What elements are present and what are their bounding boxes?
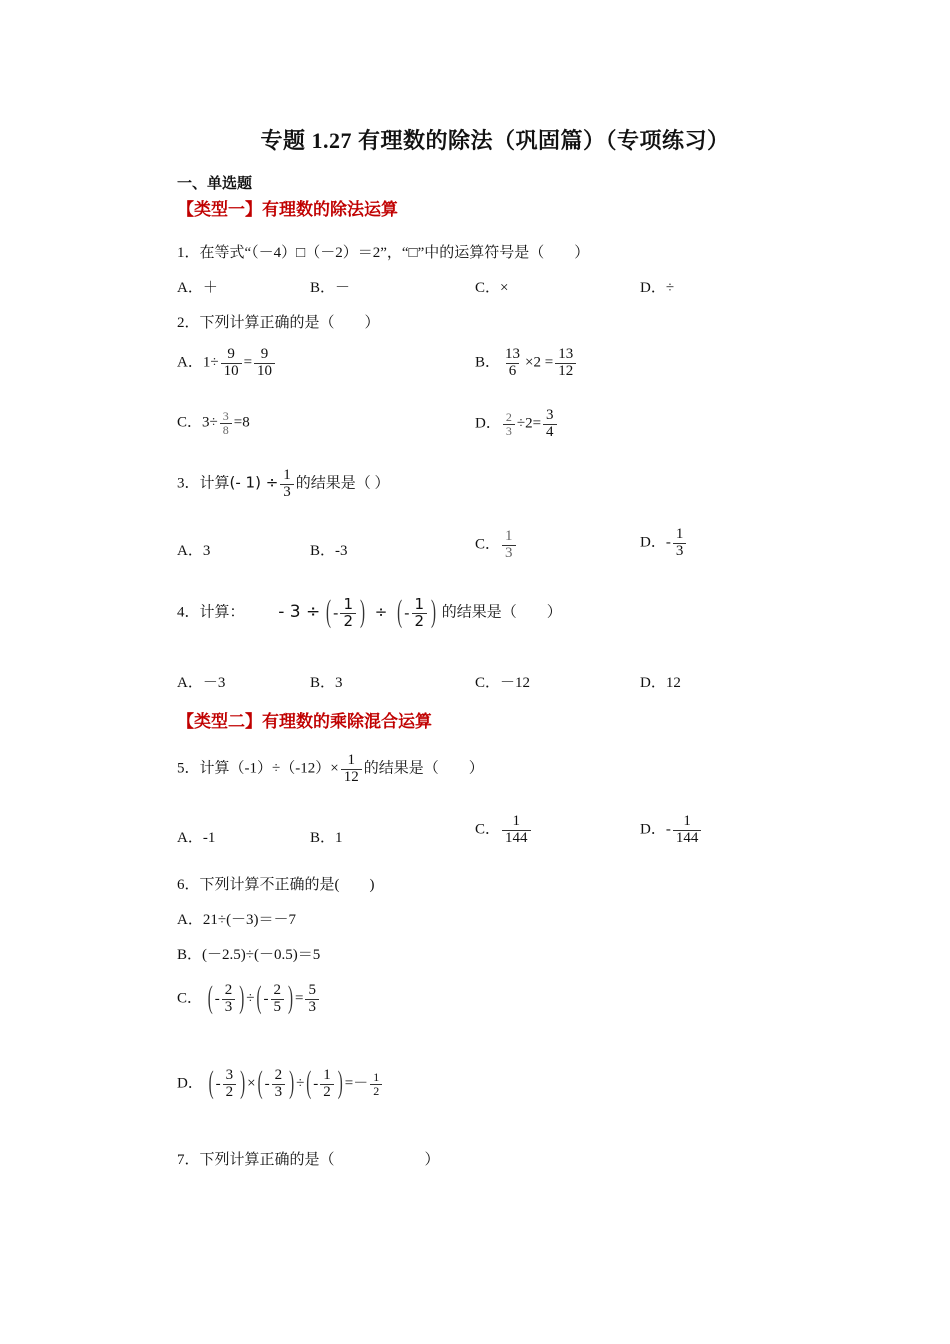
q2-option-b: B． $\frac{13}{6}$ ×2 = $\frac{13}{12}$ [475,347,578,380]
question-7-text: 7．下列计算正确的是（ ） [177,1152,440,1168]
question-5-text: 5．计算（-1）÷（-12）× $\frac{1}{12}$ 的结果是（ ） [177,752,484,785]
q2-option-a: A．1÷ $\frac{9}{10}$ = $\frac{9}{10}$ [177,347,277,380]
q1-option-b: B．－ [310,280,351,296]
q6-option-a: A．21÷(－3)＝－7 [177,912,297,928]
q2-option-d: D． $\frac{2}{3}$ ÷2= $\frac{3}{4}$ [475,408,559,441]
q1-option-d: D．÷ [640,280,675,296]
type-heading-2: 【类型二】有理数的乘除混合运算 [177,712,432,731]
question-4-text: 4．计算： - 3 ÷ ( - $\frac{1}{2}$ ) ÷ ( - $\frac{1}{2}$ ) 的结果是（ ） [177,595,562,631]
q5-option-d: D．- $\frac{1}{144}$ [640,814,703,847]
q5-option-c: C． $\frac{1}{144}$ [475,814,533,847]
q1-option-c: C．× [475,280,509,296]
q4-option-d: D．12 [640,675,681,691]
page-title: 专题 1.27 有理数的除法（巩固篇）（专项练习） [260,128,730,153]
q5-option-b: B．1 [310,830,343,846]
q3-option-d: D．- $\frac{1}{3}$ [640,527,688,560]
type-heading-1: 【类型一】有理数的除法运算 [177,200,398,219]
q6-option-b: B．(－2.5)÷(－0.5)＝5 [177,947,321,963]
question-3-text: 3．计算(- 1) ÷ $\frac{1}{3}$ 的结果是（ ） [177,467,390,500]
q1-option-a: A．＋ [177,280,218,296]
question-6-text: 6．下列计算不正确的是( ) [177,877,375,893]
q5-option-a: A．-1 [177,830,216,846]
q4-option-a: A．－3 [177,675,226,691]
section-heading: 一、单选题 [177,176,253,192]
q3-option-a: A．3 [177,543,211,559]
q3-option-c: C． $\frac{1}{3}$ [475,529,518,562]
q6-option-c: C． ( - $\frac{2}{3}$ ) ÷ ( - $\frac{2}{5}$ ) = $\frac{5}{3}$ [177,983,321,1016]
q3-option-b: B．-3 [310,543,348,559]
q4-option-c: C．－12 [475,675,531,691]
q6-option-d: D． ( - $\frac{3}{2}$ ) × ( - $\frac{2}{3}$ ) ÷ ( - $\frac{1}{2}$ ) =－ $\frac{1}{2}$ [177,1068,384,1101]
question-2-text: 2．下列计算正确的是（ ） [177,315,380,331]
q2-option-c: C．3÷ $\frac{3}{8}$ =8 [177,409,250,437]
q4-option-b: B．3 [310,675,343,691]
question-1-text: 1．在等式“（－4）□（－2）＝2”，“□”中的运算符号是（ ） [177,245,590,261]
